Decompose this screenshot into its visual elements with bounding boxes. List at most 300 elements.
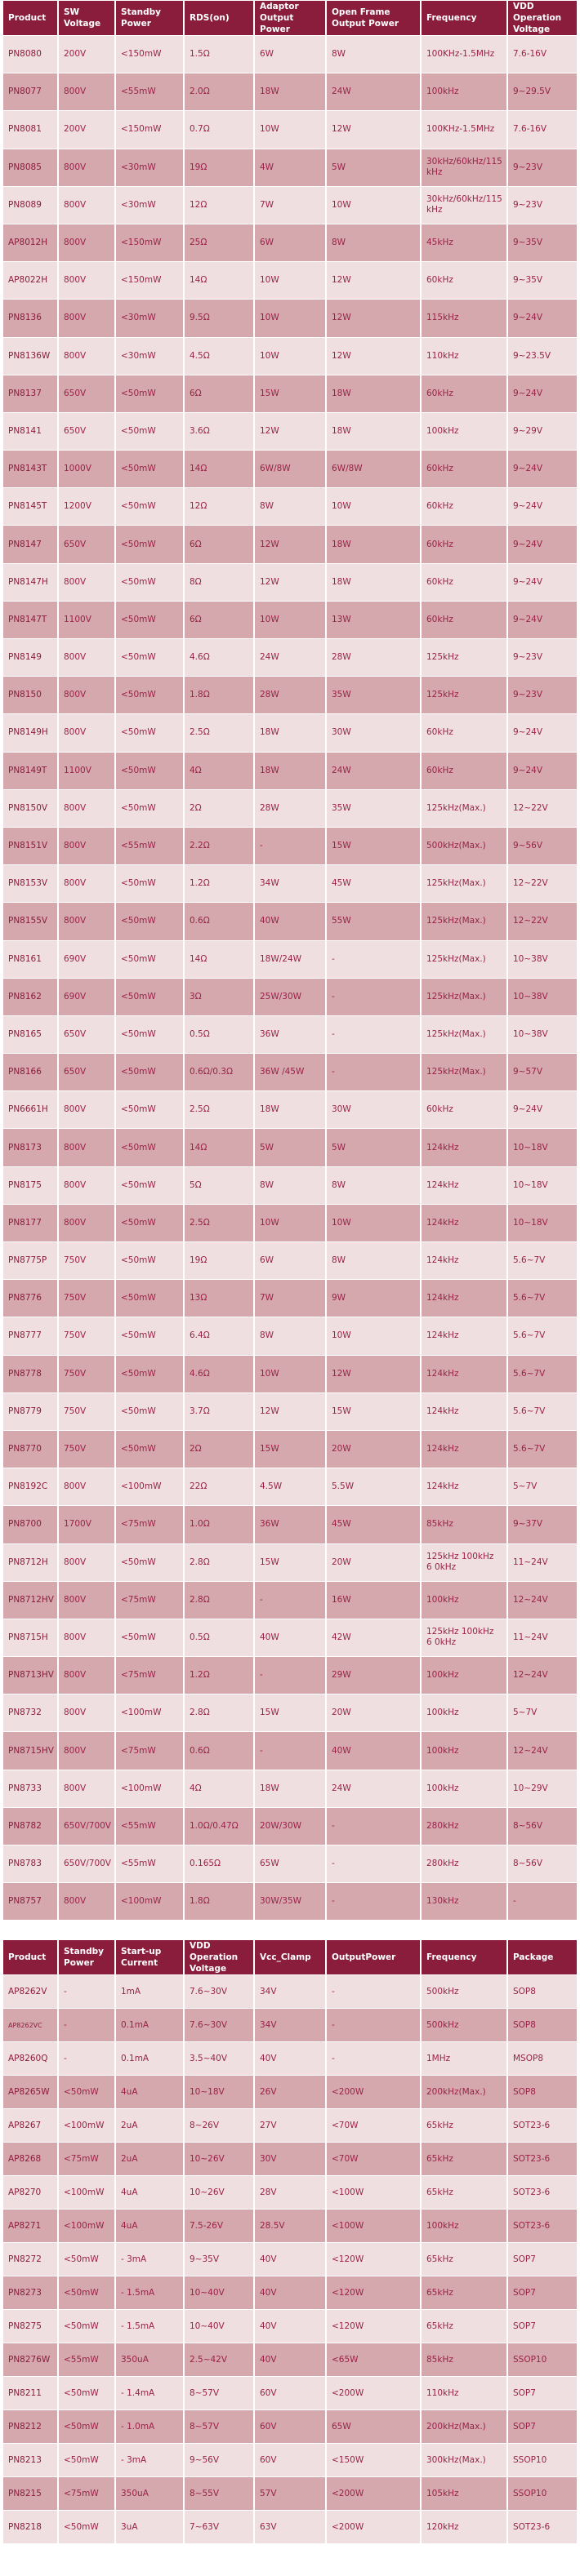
- spec-cell: <55mW: [116, 828, 183, 864]
- spec-cell: -: [508, 1883, 577, 1920]
- spec-cell: 7.6-16V: [508, 111, 577, 148]
- spec-cell: 28.5V: [255, 2210, 325, 2242]
- spec-cell: <50mW: [116, 714, 183, 751]
- product-name-cell: AP8260Q: [3, 2042, 57, 2075]
- spec-cell: 60kHz: [422, 451, 506, 487]
- table-row: [3, 149, 577, 186]
- spec-cell: 2.5Ω: [185, 1205, 253, 1241]
- spec-cell: 30V: [255, 2143, 325, 2175]
- spec-cell: 10W: [255, 262, 325, 299]
- spec-cell: 2.8Ω: [185, 1694, 253, 1731]
- spec-cell: - 3mA: [116, 2444, 183, 2476]
- spec-cell: 500kHz: [422, 1975, 506, 2008]
- spec-cell: 8~56V: [508, 1845, 577, 1882]
- spec-cell: 200kHz(Max.): [422, 2076, 506, 2108]
- spec-cell: <50mW: [116, 1356, 183, 1392]
- table-row: [3, 187, 577, 224]
- spec-cell: 12W: [255, 413, 325, 450]
- spec-cell: 3uA: [116, 2511, 183, 2543]
- spec-cell: <30mW: [116, 338, 183, 375]
- spec-cell: 15W: [327, 1393, 420, 1430]
- spec-cell: <150mW: [116, 224, 183, 261]
- table-row: [3, 2377, 577, 2409]
- spec-cell: 24W: [327, 753, 420, 789]
- table-row: [3, 1657, 577, 1694]
- product-name-cell: PN8136W: [3, 338, 57, 375]
- spec-cell: 14Ω: [185, 1129, 253, 1166]
- column-header: Product: [3, 1, 57, 35]
- spec-cell: 40V: [255, 2343, 325, 2376]
- spec-cell: 65kHz: [422, 2143, 506, 2175]
- spec-cell: 12W: [327, 1356, 420, 1392]
- spec-cell: 5~7V: [508, 1468, 577, 1505]
- table-row: [3, 1770, 577, 1807]
- spec-cell: <30mW: [116, 187, 183, 224]
- spec-cell: 18W: [255, 1770, 325, 1807]
- spec-cell: 125kHz 100kHz 6 0kHz: [422, 1619, 506, 1656]
- spec-cell: 35W: [327, 790, 420, 827]
- product-name-cell: AP8268: [3, 2143, 57, 2175]
- spec-cell: <50mW: [116, 1242, 183, 1279]
- spec-cell: 800V: [59, 564, 114, 601]
- table-row: [3, 338, 577, 375]
- spec-cell: 130kHz: [422, 1883, 506, 1920]
- spec-cell: 10~38V: [508, 941, 577, 978]
- spec-cell: 1.2Ω: [185, 865, 253, 902]
- spec-cell: 1200V: [59, 488, 114, 525]
- spec-cell: 800V: [59, 865, 114, 902]
- spec-cell: 6Ω: [185, 602, 253, 638]
- spec-cell: 124kHz: [422, 1205, 506, 1241]
- product-name-cell: PN8700: [3, 1506, 57, 1543]
- spec-cell: 40V: [255, 2310, 325, 2343]
- spec-cell: 124kHz: [422, 1167, 506, 1204]
- table-row: [3, 300, 577, 336]
- spec-cell: 12Ω: [185, 187, 253, 224]
- spec-cell: 60kHz: [422, 714, 506, 751]
- spec-cell: 800V: [59, 187, 114, 224]
- spec-cell: 14Ω: [185, 262, 253, 299]
- spec-cell: <50mW: [116, 564, 183, 601]
- spec-cell: 36W /45W: [255, 1054, 325, 1090]
- spec-cell: 100kHz: [422, 1770, 506, 1807]
- spec-cell: 750V: [59, 1431, 114, 1468]
- spec-cell: 5.6~7V: [508, 1393, 577, 1430]
- spec-cell: 8~57V: [185, 2377, 253, 2409]
- spec-cell: 124kHz: [422, 1356, 506, 1392]
- spec-cell: 15W: [327, 828, 420, 864]
- spec-cell: -: [327, 2009, 420, 2041]
- spec-cell: 65W: [327, 2410, 420, 2443]
- table-row: [3, 1356, 577, 1392]
- spec-cell: 24W: [327, 1770, 420, 1807]
- table-row: [3, 941, 577, 978]
- spec-cell: 8Ω: [185, 564, 253, 601]
- spec-cell: 60kHz: [422, 564, 506, 601]
- product-name-cell: PN8272: [3, 2243, 57, 2276]
- product-name-cell: PN8783: [3, 1845, 57, 1882]
- spec-cell: 650V: [59, 526, 114, 562]
- spec-cell: 10~40V: [185, 2276, 253, 2309]
- spec-cell: 40W: [255, 1619, 325, 1656]
- spec-cell: 60kHz: [422, 602, 506, 638]
- table-row: [3, 2076, 577, 2108]
- spec-cell: 2uA: [116, 2109, 183, 2142]
- product-name-cell: PN8218: [3, 2511, 57, 2543]
- product-name-cell: PN8147: [3, 526, 57, 562]
- spec-cell: 65kHz: [422, 2243, 506, 2276]
- spec-cell: 8~56V: [508, 1808, 577, 1845]
- spec-cell: 12W: [255, 1393, 325, 1430]
- spec-cell: 10~38V: [508, 979, 577, 1015]
- spec-cell: <30mW: [116, 149, 183, 186]
- spec-cell: 800V: [59, 149, 114, 186]
- spec-cell: 10~38V: [508, 1016, 577, 1053]
- spec-cell: <50mW: [116, 1016, 183, 1053]
- table-row: [3, 224, 577, 261]
- spec-cell: 18W: [255, 73, 325, 110]
- spec-cell: 9~24V: [508, 375, 577, 412]
- table-row: [3, 1167, 577, 1204]
- spec-cell: 5.6~7V: [508, 1431, 577, 1468]
- spec-cell: 85kHz: [422, 1506, 506, 1543]
- spec-cell: 9~24V: [508, 451, 577, 487]
- spec-cell: 124kHz: [422, 1242, 506, 1279]
- spec-cell: -: [255, 1732, 325, 1769]
- spec-cell: 2.8Ω: [185, 1582, 253, 1619]
- spec-cell: <100mW: [116, 1883, 183, 1920]
- spec-cell: <50mW: [116, 1205, 183, 1241]
- spec-cell: <200W: [327, 2377, 420, 2409]
- spec-cell: 280kHz: [422, 1808, 506, 1845]
- spec-cell: 800V: [59, 1544, 114, 1581]
- product-name-cell: AP8262V: [3, 1975, 57, 2008]
- spec-cell: -: [255, 1657, 325, 1694]
- spec-cell: 9~56V: [508, 828, 577, 864]
- spec-cell: 7W: [255, 1280, 325, 1317]
- column-header: RDS(on): [185, 1, 253, 35]
- spec-cell: <50mW: [116, 1544, 183, 1581]
- spec-cell: 0.6Ω: [185, 903, 253, 939]
- product-name-cell: PN8080: [3, 36, 57, 73]
- product-name-cell: PN8149: [3, 639, 57, 676]
- table-row: [3, 375, 577, 412]
- spec-cell: 2.5Ω: [185, 714, 253, 751]
- spec-cell: 60kHz: [422, 1091, 506, 1128]
- spec-cell: 11~24V: [508, 1619, 577, 1656]
- spec-cell: 29W: [327, 1657, 420, 1694]
- table-row: [3, 1619, 577, 1656]
- table-row: [3, 1205, 577, 1241]
- spec-cell: 6.4Ω: [185, 1317, 253, 1354]
- spec-cell: -: [327, 979, 420, 1015]
- spec-cell: 125kHz: [422, 677, 506, 713]
- spec-cell: 60V: [255, 2410, 325, 2443]
- product-name-cell: PN8162: [3, 979, 57, 1015]
- spec-cell: 36W: [255, 1016, 325, 1053]
- spec-cell: 45W: [327, 865, 420, 902]
- spec-cell: 650V: [59, 413, 114, 450]
- spec-cell: 10W: [327, 187, 420, 224]
- spec-cell: <100W: [327, 2176, 420, 2209]
- spec-cell: 500kHz: [422, 2009, 506, 2041]
- spec-cell: 0.7Ω: [185, 111, 253, 148]
- spec-cell: 9~24V: [508, 488, 577, 525]
- table-row: [3, 1883, 577, 1920]
- product-name-cell: PN8782: [3, 1808, 57, 1845]
- spec-cell: 100KHz-1.5MHz: [422, 111, 506, 148]
- spec-cell: SSOP10: [508, 2444, 577, 2476]
- spec-cell: 12W: [327, 300, 420, 336]
- spec-cell: 800V: [59, 639, 114, 676]
- spec-cell: 800V: [59, 714, 114, 751]
- table-row: [3, 828, 577, 864]
- spec-cell: 9~29.5V: [508, 73, 577, 110]
- column-header: Adaptor Output Power: [255, 1, 325, 35]
- spec-cell: 3.6Ω: [185, 413, 253, 450]
- spec-cell: 125kHz: [422, 639, 506, 676]
- spec-cell: <120W: [327, 2243, 420, 2276]
- spec-cell: 10~26V: [185, 2176, 253, 2209]
- spec-cell: <100mW: [116, 1770, 183, 1807]
- spec-cell: 60kHz: [422, 375, 506, 412]
- spec-cell: 60kHz: [422, 753, 506, 789]
- product-name-cell: PN8145T: [3, 488, 57, 525]
- spec-cell: 12~24V: [508, 1582, 577, 1619]
- table-row: [3, 1975, 577, 2008]
- spec-cell: - 1.5mA: [116, 2276, 183, 2309]
- spec-cell: 0.165Ω: [185, 1845, 253, 1882]
- column-header: Standby Power: [59, 1940, 114, 1974]
- product-name-cell: PN8212: [3, 2410, 57, 2443]
- spec-cell: 9~23.5V: [508, 338, 577, 375]
- spec-cell: 800V: [59, 1091, 114, 1128]
- table-row: [3, 262, 577, 299]
- spec-cell: 0.6Ω: [185, 1732, 253, 1769]
- spec-cell: 20W: [327, 1694, 420, 1731]
- spec-cell: <75mW: [116, 1732, 183, 1769]
- spec-cell: 34V: [255, 1975, 325, 2008]
- spec-cell: 1100V: [59, 602, 114, 638]
- spec-cell: 125kHz(Max.): [422, 790, 506, 827]
- spec-cell: 12~24V: [508, 1657, 577, 1694]
- spec-cell: <50mW: [59, 2410, 114, 2443]
- spec-cell: <50mW: [59, 2511, 114, 2543]
- spec-cell: 1.8Ω: [185, 677, 253, 713]
- spec-cell: <50mW: [116, 1054, 183, 1090]
- spec-cell: 8~55V: [185, 2477, 253, 2510]
- spec-cell: 750V: [59, 1280, 114, 1317]
- table-row: [3, 1393, 577, 1430]
- table-row: [3, 564, 577, 601]
- product-name-cell: PN8732: [3, 1694, 57, 1731]
- spec-cell: 2.0Ω: [185, 73, 253, 110]
- table-row: [3, 1317, 577, 1354]
- spec-cell: <50mW: [116, 903, 183, 939]
- spec-cell: 18W: [255, 1091, 325, 1128]
- spec-cell: 12Ω: [185, 488, 253, 525]
- spec-cell: 4.5Ω: [185, 338, 253, 375]
- spec-cell: 800V: [59, 73, 114, 110]
- spec-cell: -: [327, 1808, 420, 1845]
- spec-cell: 28V: [255, 2176, 325, 2209]
- spec-cell: 10W: [255, 111, 325, 148]
- spec-cell: 200V: [59, 111, 114, 148]
- spec-cell: <120W: [327, 2276, 420, 2309]
- spec-cell: 8W: [255, 1317, 325, 1354]
- spec-cell: 4.6Ω: [185, 1356, 253, 1392]
- spec-cell: 24W: [255, 639, 325, 676]
- spec-cell: 4W: [255, 149, 325, 186]
- spec-cell: 40V: [255, 2042, 325, 2075]
- column-header: Frequency: [422, 1, 506, 35]
- spec-cell: 18W: [327, 413, 420, 450]
- table-row: [3, 2444, 577, 2476]
- spec-cell: 55W: [327, 903, 420, 939]
- spec-cell: 5W: [327, 149, 420, 186]
- spec-cell: <50mW: [116, 526, 183, 562]
- spec-cell: 10W: [327, 1317, 420, 1354]
- spec-cell: 28W: [327, 639, 420, 676]
- spec-cell: 690V: [59, 941, 114, 978]
- table-row: [3, 1091, 577, 1128]
- spec-cell: 2.2Ω: [185, 828, 253, 864]
- table-row: [3, 1468, 577, 1505]
- spec-cell: 9~35V: [508, 262, 577, 299]
- spec-cell: 650V/700V: [59, 1845, 114, 1882]
- spec-cell: 6W: [255, 1242, 325, 1279]
- table-row: [3, 1016, 577, 1053]
- spec-cell: 110kHz: [422, 2377, 506, 2409]
- spec-cell: 8W: [327, 1242, 420, 1279]
- column-header: Open Frame Output Power: [327, 1, 420, 35]
- product-name-cell: PN8712H: [3, 1544, 57, 1581]
- spec-cell: 650V: [59, 1054, 114, 1090]
- spec-cell: 800V: [59, 1657, 114, 1694]
- spec-cell: 800V: [59, 1582, 114, 1619]
- spec-cell: 800V: [59, 1732, 114, 1769]
- spec-cell: - 1.4mA: [116, 2377, 183, 2409]
- spec-cell: 10~18V: [508, 1167, 577, 1204]
- spec-cell: <50mW: [116, 753, 183, 789]
- column-header: Package: [508, 1940, 577, 1974]
- spec-cell: 10W: [327, 1205, 420, 1241]
- spec-cell: <50mW: [116, 1393, 183, 1430]
- spec-cell: <75mW: [116, 1506, 183, 1543]
- product-name-cell: PN8143T: [3, 451, 57, 487]
- product-name-cell: PN8213: [3, 2444, 57, 2476]
- product-name-cell: PN8150: [3, 677, 57, 713]
- product-name-cell: PN8715HV: [3, 1732, 57, 1769]
- spec-cell: 125kHz(Max.): [422, 941, 506, 978]
- spec-cell: 6W: [255, 36, 325, 73]
- spec-cell: 18W: [255, 714, 325, 751]
- spec-cell: 8~57V: [185, 2410, 253, 2443]
- column-header: SW Voltage: [59, 1, 114, 35]
- spec-cell: 124kHz: [422, 1280, 506, 1317]
- spec-cell: 4.6Ω: [185, 639, 253, 676]
- spec-cell: 28W: [255, 677, 325, 713]
- spec-cell: <50mW: [59, 2076, 114, 2108]
- spec-cell: 9W: [327, 1280, 420, 1317]
- spec-cell: 650V/700V: [59, 1808, 114, 1845]
- spec-cell: - 1.0mA: [116, 2410, 183, 2443]
- pwm-controller-spec-table: [2, 1939, 578, 2544]
- spec-cell: 28W: [255, 790, 325, 827]
- spec-cell: 4.5W: [255, 1468, 325, 1505]
- spec-cell: 30kHz/60kHz/115 kHz: [422, 187, 506, 224]
- spec-cell: -: [327, 1016, 420, 1053]
- product-name-cell: PN8166: [3, 1054, 57, 1090]
- spec-cell: 6W/8W: [255, 451, 325, 487]
- table-row: [3, 2210, 577, 2242]
- spec-cell: <50mW: [116, 1091, 183, 1128]
- spec-cell: 12~24V: [508, 1732, 577, 1769]
- spec-cell: 5.6~7V: [508, 1317, 577, 1354]
- spec-cell: 1100V: [59, 753, 114, 789]
- table-row: [3, 602, 577, 638]
- spec-cell: <100mW: [59, 2176, 114, 2209]
- spec-cell: 5~7V: [508, 1694, 577, 1731]
- spec-cell: 100kHz: [422, 1582, 506, 1619]
- spec-cell: <200W: [327, 2511, 420, 2543]
- product-name-cell: PN8137: [3, 375, 57, 412]
- spec-cell: 12W: [327, 111, 420, 148]
- spec-cell: <50mW: [116, 1619, 183, 1656]
- spec-cell: 9~24V: [508, 1091, 577, 1128]
- product-name-cell: AP8271: [3, 2210, 57, 2242]
- spec-cell: 1.0Ω: [185, 1506, 253, 1543]
- spec-cell: 27V: [255, 2109, 325, 2142]
- table-row: [3, 2109, 577, 2142]
- spec-cell: <55mW: [116, 1845, 183, 1882]
- spec-cell: <150mW: [116, 262, 183, 299]
- table-header-row: [3, 1940, 577, 1974]
- spec-cell: 16W: [327, 1582, 420, 1619]
- spec-cell: 800V: [59, 262, 114, 299]
- spec-cell: 2.8Ω: [185, 1544, 253, 1581]
- table-row: [3, 714, 577, 751]
- column-header: Start-up Current: [116, 1940, 183, 1974]
- spec-cell: <75mW: [59, 2143, 114, 2175]
- spec-cell: 65W: [255, 1845, 325, 1882]
- spec-cell: 4Ω: [185, 1770, 253, 1807]
- table-row: [3, 1506, 577, 1543]
- spec-cell: <70W: [327, 2143, 420, 2175]
- spec-cell: <100mW: [116, 1694, 183, 1731]
- spec-cell: 9~24V: [508, 564, 577, 601]
- table-row: [3, 753, 577, 789]
- spec-cell: 750V: [59, 1356, 114, 1392]
- spec-cell: <150W: [327, 2444, 420, 2476]
- spec-cell: 9~23V: [508, 149, 577, 186]
- spec-cell: -: [327, 1845, 420, 1882]
- table-row: [3, 2343, 577, 2376]
- spec-cell: 800V: [59, 828, 114, 864]
- spec-cell: 1.2Ω: [185, 1657, 253, 1694]
- table-header-row: [3, 1, 577, 35]
- spec-cell: 36W: [255, 1506, 325, 1543]
- product-name-cell: PN8757: [3, 1883, 57, 1920]
- spec-cell: 12W: [255, 526, 325, 562]
- spec-cell: 7W: [255, 187, 325, 224]
- spec-cell: 800V: [59, 790, 114, 827]
- spec-cell: <200W: [327, 2076, 420, 2108]
- spec-cell: SOP8: [508, 1975, 577, 2008]
- table-row: [3, 2511, 577, 2543]
- spec-cell: 40W: [255, 903, 325, 939]
- spec-cell: 10W: [255, 300, 325, 336]
